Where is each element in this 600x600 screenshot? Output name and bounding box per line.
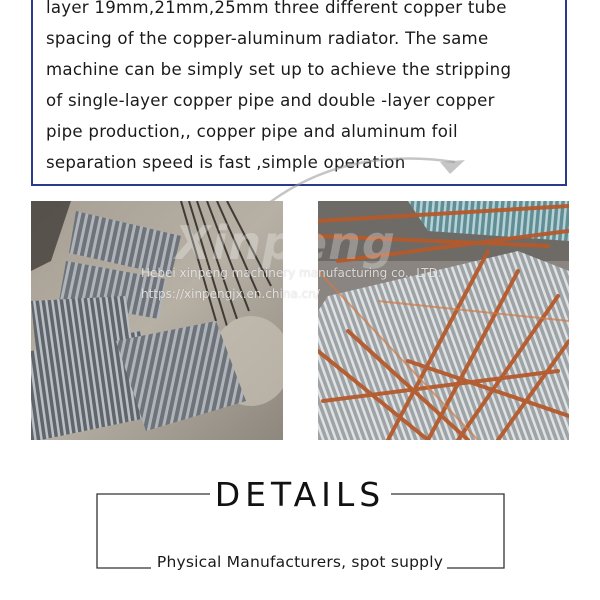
description-line: spacing of the copper-aluminum radiator. The same xyxy=(46,29,489,48)
details-heading: DETAILS xyxy=(214,475,386,514)
description-line: of single-layer copper pipe and double -layer copper xyxy=(46,91,495,110)
copper-pipes-photo xyxy=(318,201,569,440)
watermark-company: Hebei xinpeng machinery manufacturing co., LTD. xyxy=(141,266,442,280)
description-line: layer 19mm,21mm,25mm three different copper tube xyxy=(46,0,507,17)
watermark-url: https://xinpengjx.en.china.cn/ xyxy=(141,287,320,301)
description-line: machine can be simply set up to achieve the stripping xyxy=(46,60,512,79)
description-line: separation speed is fast ,simple operation xyxy=(46,153,406,172)
details-subtitle: Physical Manufacturers, spot supply xyxy=(156,553,444,571)
aluminum-scrap-photo xyxy=(31,201,283,440)
description-line: pipe production,, copper pipe and aluminum foil xyxy=(46,122,458,141)
watermark-logo: Xinpeng xyxy=(175,216,396,270)
description-box xyxy=(31,0,567,186)
